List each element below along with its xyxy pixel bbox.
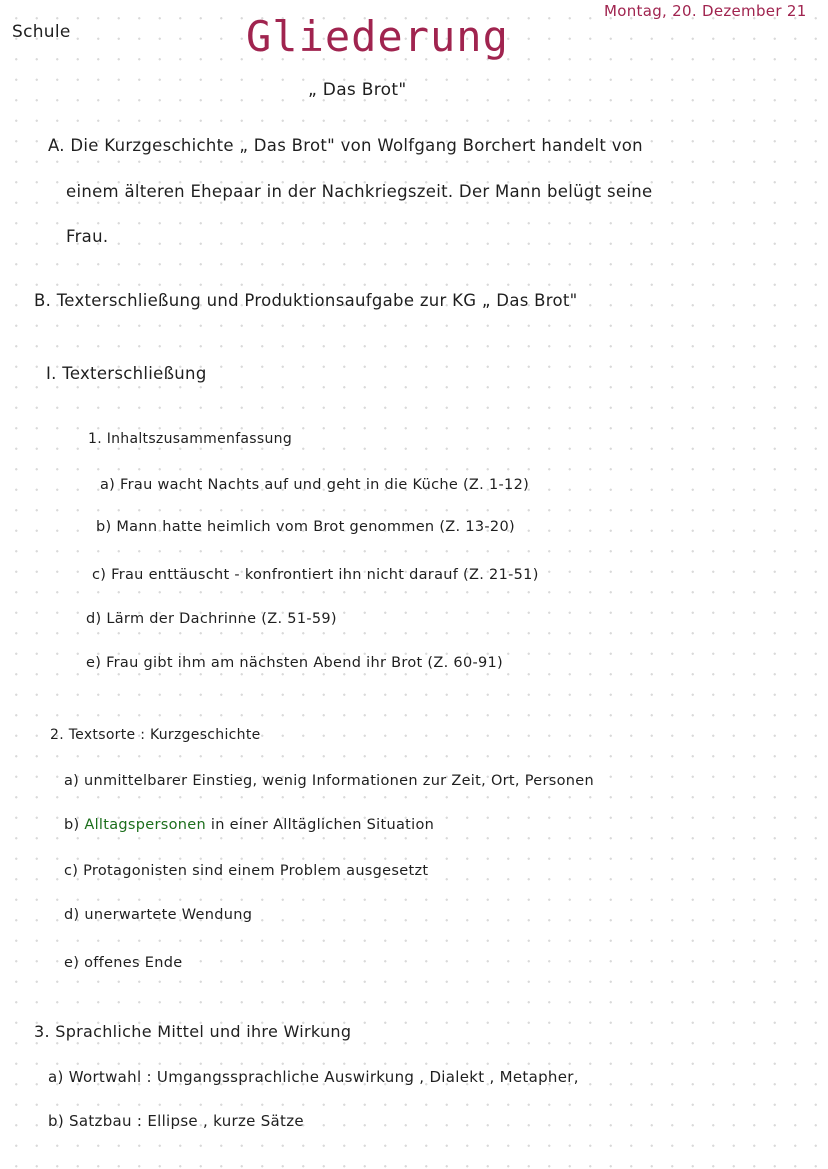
part-3-heading: 3. Sprachliche Mittel und ihre Wirkung (34, 1022, 352, 1041)
page-subtitle: „ Das Brot" (308, 80, 407, 100)
page-title: Gliederung (246, 12, 509, 61)
list-item-text: in einer Alltäglichen Situation (206, 817, 435, 833)
list-item: d) Lärm der Dachrinne (Z. 51-59) (86, 611, 337, 627)
list-item: e) Frau gibt ihm am nächsten Abend ihr Brot (Z. 60-91) (86, 655, 504, 671)
list-item (64, 818, 434, 833)
list-item: a) Wortwahl : Umgangssprachliche Auswirkung , Dialekt , Metapher, (48, 1068, 579, 1086)
list-item: c) Frau enttäuscht - konfrontiert ihn nicht darauf (Z. 21-51) (92, 567, 539, 583)
section-a-line-2: einem älteren Ehepaar in der Nachkriegszeit. Der Mann belügt seine (66, 182, 653, 201)
section-a-line-3: Frau. (66, 227, 109, 246)
list-item: a) unmittelbarer Einstieg, wenig Informationen zur Zeit, Ort, Personen (64, 773, 594, 789)
list-item: a) Frau wacht Nachts auf und geht in die Küche (Z. 1-12) (100, 477, 530, 493)
section-a-line-1: A. Die Kurzgeschichte „ Das Brot" von Wolfgang Borchert handelt von (48, 136, 643, 155)
list-item: c) Protagonisten sind einem Problem ausgesetzt (64, 863, 429, 879)
list-item: d) unerwartete Wendung (64, 907, 253, 923)
subject-label: Schule (12, 22, 71, 42)
list-item: b) Mann hatte heimlich vom Brot genommen (Z. 13-20) (96, 519, 515, 535)
list-item-prefix: b) (64, 817, 85, 833)
part-2-heading: 2. Textsorte : Kurzgeschichte (50, 727, 261, 743)
list-item: e) offenes Ende (64, 955, 183, 971)
date-label: Montag, 20. Dezember 21 (604, 2, 807, 20)
part-1-heading: 1. Inhaltszusammenfassung (88, 431, 293, 447)
section-b-heading: B. Texterschließung und Produktionsaufgabe zur KG „ Das Brot" (34, 291, 578, 310)
section-b-subheading: I. Texterschließung (46, 364, 207, 383)
highlighted-term: Alltagspersonen (84, 817, 206, 833)
list-item: b) Satzbau : Ellipse , kurze Sätze (48, 1112, 304, 1130)
